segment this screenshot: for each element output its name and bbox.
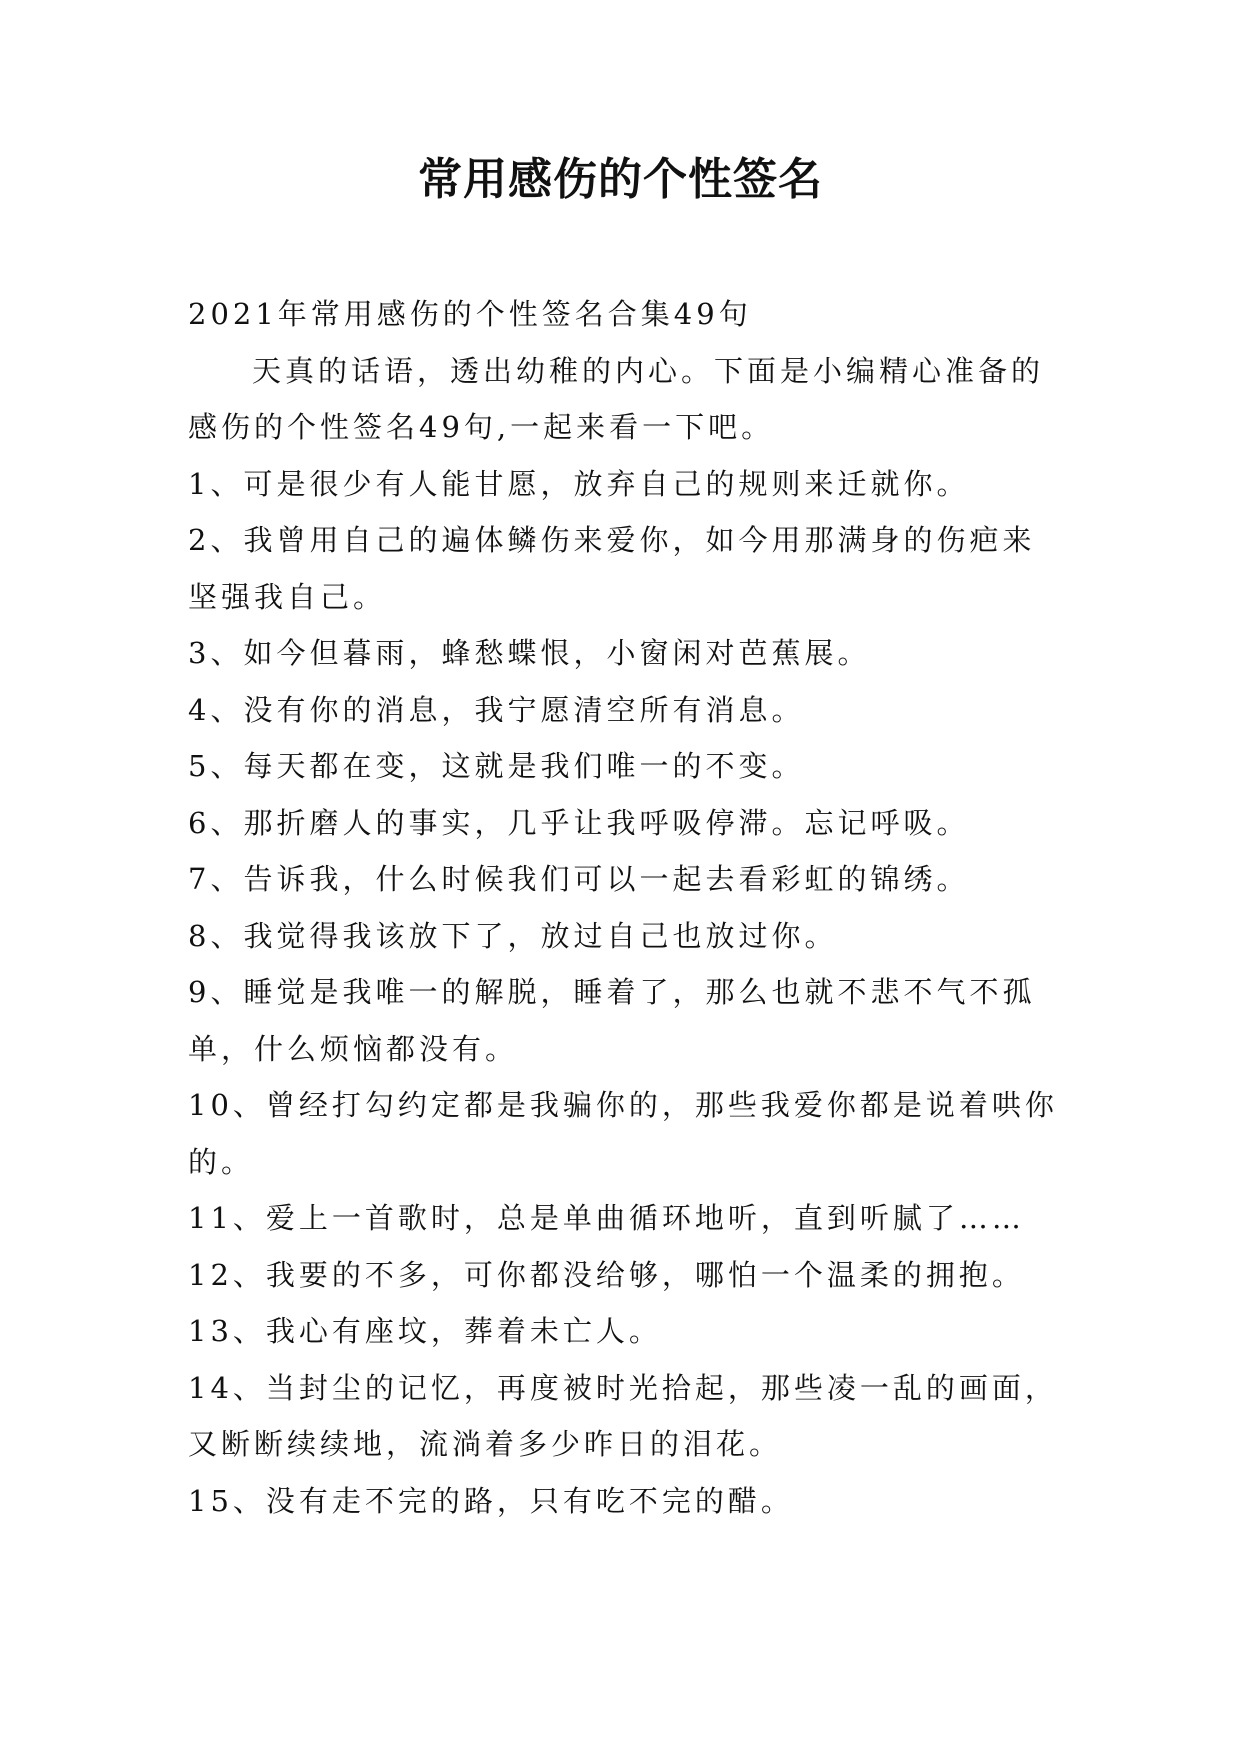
list-item: 12、我要的不多，可你都没给够，哪怕一个温柔的拥抱。 [188, 1257, 1025, 1292]
list-item: 3、如今但暮雨，蜂愁蝶恨，小窗闲对芭蕉展。 [188, 636, 871, 670]
list-item: 8、我觉得我该放下了，放过自己也放过你。 [188, 918, 838, 953]
list-item: 9、睡觉是我唯一的解脱，睡着了，那么也就不悲不气不孤单，什么烦恼都没有。 [188, 975, 1036, 1066]
list-item: 2、我曾用自己的遍体鳞伤来爱你，如今用那满身的伤疤来坚强我自己。 [188, 523, 1036, 614]
list-item: 6、那折磨人的事实，几乎让我呼吸停滞。忘记呼吸。 [188, 805, 970, 840]
document-title: 常用感伤的个性签名 [418, 154, 823, 205]
list-item: 14、当封尘的记忆，再度被时光拾起，那些凌一乱的画面，又断断续续地，流淌着多少昨日的泪花。 [188, 1370, 1058, 1461]
list-item: 4、没有你的消息，我宁愿清空所有消息。 [188, 692, 805, 727]
list-item: 15、没有走不完的路，只有吃不完的醋。 [188, 1483, 794, 1518]
list-item: 11、爱上一首歌时，总是单曲循环地听，直到听腻了…… [188, 1201, 1025, 1235]
list-item: 10、曾经打勾约定都是我骗你的，那些我爱你都是说着哄你的。 [188, 1088, 1058, 1179]
list-item: 13、我心有座坟，葬着未亡人。 [188, 1314, 662, 1348]
document-subtitle: 2021年常用感伤的个性签名合集49句 [188, 297, 752, 331]
list-item: 7、告诉我，什么时候我们可以一起去看彩虹的锦绣。 [188, 862, 970, 896]
list-item: 5、每天都在变，这就是我们唯一的不变。 [188, 749, 805, 783]
intro-paragraph: 天真的话语，透出幼稚的内心。下面是小编精心准备的感伤的个性签名49句,一起来看一下吧。 [188, 353, 1045, 444]
list-item: 1、可是很少有人能甘愿，放弃自己的规则来迁就你。 [188, 466, 970, 501]
document-body [188, 286, 1058, 1529]
